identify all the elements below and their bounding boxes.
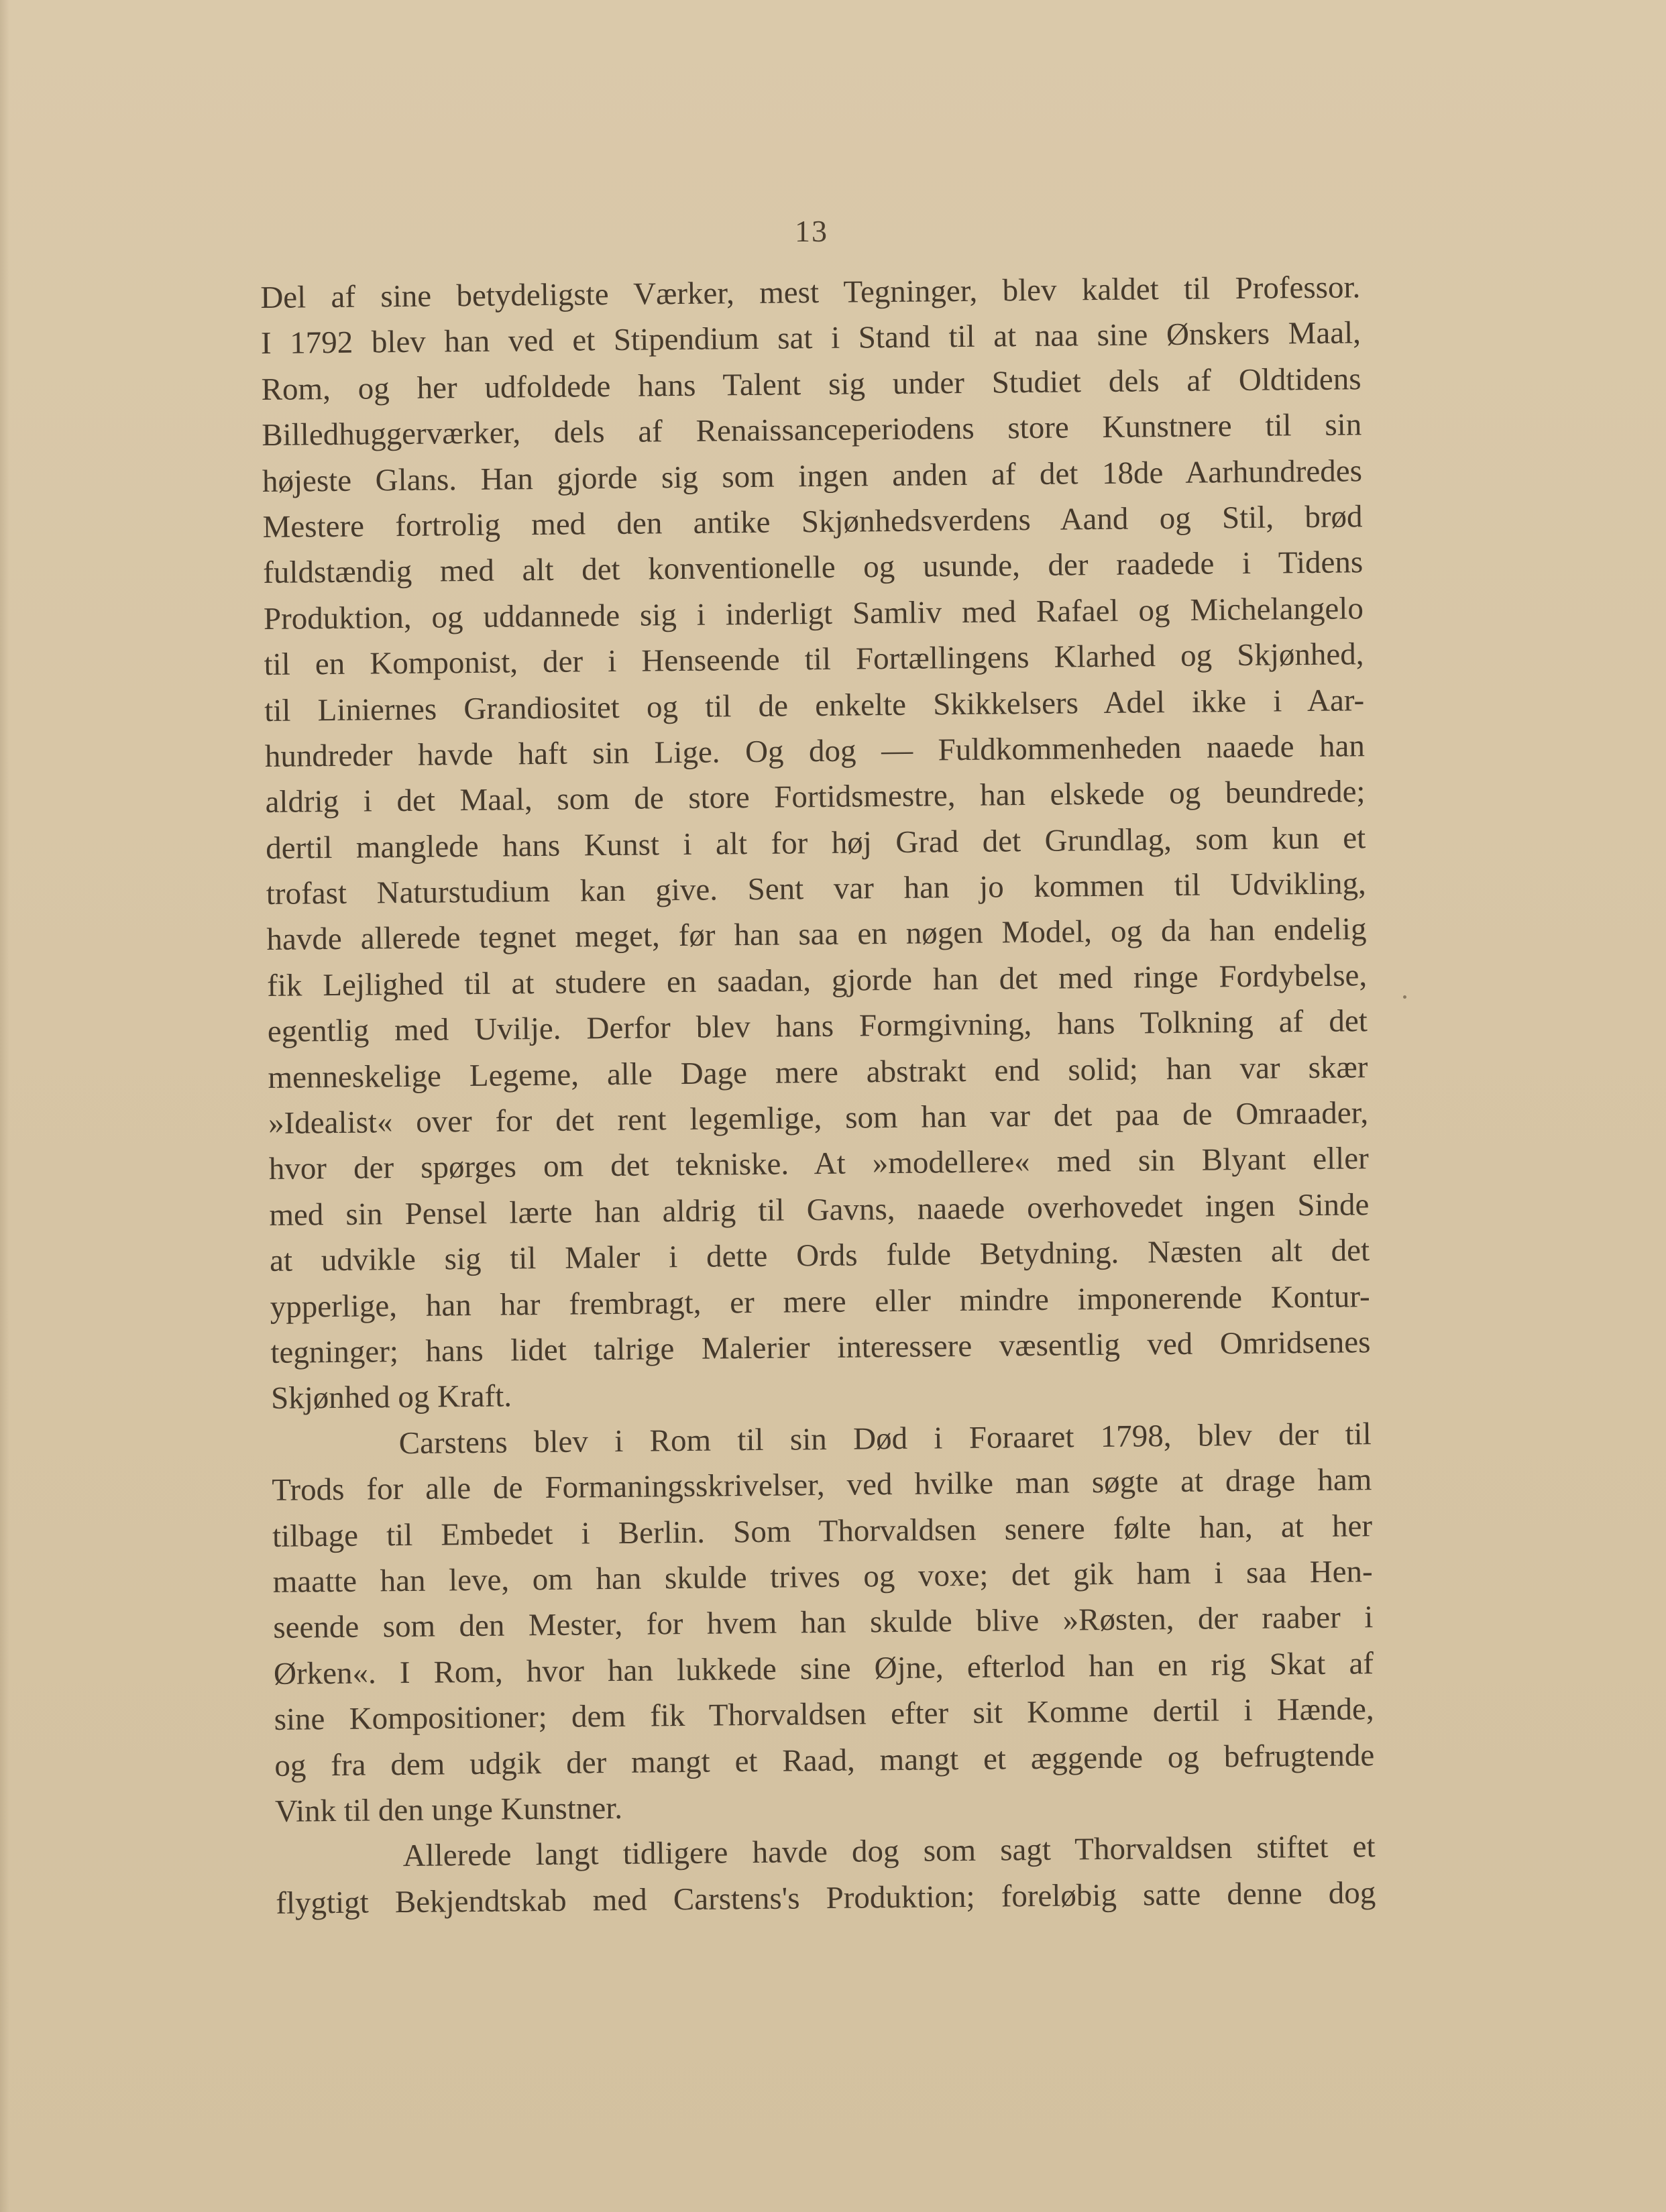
text-line: dertil manglede hans Kunst i alt for høj Grad det Grundlag, som kun et	[265, 820, 1366, 866]
body-text	[260, 264, 1376, 1926]
text-line: menneskelige Legeme, alle Dage mere abstrakt end solid; han var skær	[268, 1049, 1368, 1095]
text-line: og fra dem udgik der mangt et Raad, mangt et æggende og befrugtende	[274, 1737, 1375, 1783]
text-line: seende som den Mester, for hvem han skulde blive »Røsten, der raaber i	[273, 1600, 1374, 1646]
text-line: med sin Pensel lærte han aldrig til Gavns, naaede overhovedet ingen Sinde	[269, 1187, 1370, 1233]
text-line: sine Kompositioner; dem fik Thorvaldsen efter sit Komme dertil i Hænde,	[274, 1692, 1374, 1738]
paper-speck	[1403, 995, 1406, 999]
text-line: at udvikle sig til Maler i dette Ords fulde Betydning. Næsten alt det	[269, 1233, 1370, 1279]
text-line: Produktion, og uddannede sig i inderligt Samliv med Rafael og Michelangelo	[263, 590, 1364, 637]
text-line: aldrig i det Maal, som de store Fortidsmestre, han elskede og beundrede;	[265, 774, 1366, 820]
text-line: Billedhuggerværker, dels af Renaissanceperiodens store Kunstnere til sin	[262, 407, 1362, 453]
page-edge-shadow	[0, 0, 9, 2212]
text-line: trofast Naturstudium kan give. Sent var han jo kommen til Udvikling,	[266, 866, 1367, 912]
text-line: havde allerede tegnet meget, før han saa en nøgen Model, og da han endelig	[266, 911, 1367, 958]
text-line: Skjønhed og Kraft.	[270, 1378, 512, 1417]
text-line: Allerede langt tidligere havde dog som sagt Thorvaldsen stiftet et	[402, 1829, 1376, 1874]
text-line: Rom, og her udfoldede hans Talent sig under Studiet dels af Oldtidens	[261, 362, 1362, 407]
text-line: til Liniernes Grandiositet og til de enkelte Skikkelsers Adel ikke i Aar-	[264, 682, 1365, 728]
text-line: maatte han leve, om han skulde trives og voxe; det gik ham i saa Hen-	[272, 1554, 1373, 1600]
text-line: til en Komponist, der i Henseende til Fortællingens Klarhed og Skjønhed,	[264, 637, 1364, 683]
text-line: fik Lejlighed til at studere en saadan, gjorde han det med ringe Fordybelse,	[266, 958, 1368, 1003]
text-line: Carstens blev i Rom til sin Død i Foraaret 1798, blev der til	[398, 1416, 1372, 1461]
text-line: Trods for alle de Formaningsskrivelser, ved hvilke man søgte at drage ham	[272, 1462, 1372, 1508]
paragraph-2	[271, 1411, 1375, 1834]
text-line: Del af sine betydeligste Værker, mest Tegninger, blev kaldet til Professor.	[260, 270, 1361, 315]
text-line: Vink til den unge Kunstner.	[274, 1790, 623, 1829]
paragraph-3	[275, 1824, 1376, 1926]
text-line: Ørken«. I Rom, hvor han lukkede sine Øjne, efterlod han en rig Skat af	[273, 1645, 1374, 1692]
text-line: hundreder havde haft sin Lige. Og dog — Fuldkommenheden naaede han	[264, 728, 1366, 774]
text-line: højeste Glans. Han gjorde sig som ingen anden af det 18de Aarhundredes	[262, 453, 1363, 499]
text-line: tegninger; hans lidet talrige Malerier interessere væsentlig ved Omridsenes	[270, 1325, 1371, 1370]
text-line: tilbage til Embedet i Berlin. Som Thorvaldsen senere følte han, at her	[272, 1508, 1373, 1554]
text-line: flygtigt Bekjendtskab med Carstens's Produktion; foreløbig satte denne dog	[276, 1875, 1376, 1921]
text-line: hvor der spørges om det tekniske. At »modellere« med sin Blyant eller	[268, 1141, 1369, 1187]
paragraph-1	[260, 264, 1371, 1421]
text-line: »Idealist« over for det rent legemlige, som han var det paa de Omraader,	[268, 1095, 1369, 1141]
page-number: 13	[795, 214, 828, 248]
text-line: egentlig med Uvilje. Derfor blev hans Formgivning, hans Tolkning af det	[267, 1003, 1368, 1050]
text-line: I 1792 blev han ved et Stipendium sat i Stand til at naa sine Ønskers Maal,	[260, 315, 1362, 362]
text-line: ypperlige, han har frembragt, er mere eller mindre imponerende Kontur-	[270, 1278, 1370, 1325]
text-line: fuldstændig med alt det konventionelle og usunde, der raadede i Tidens	[263, 545, 1364, 591]
text-line: Mestere fortrolig med den antike Skjønhedsverdens Aand og Stil, brød	[262, 499, 1363, 545]
